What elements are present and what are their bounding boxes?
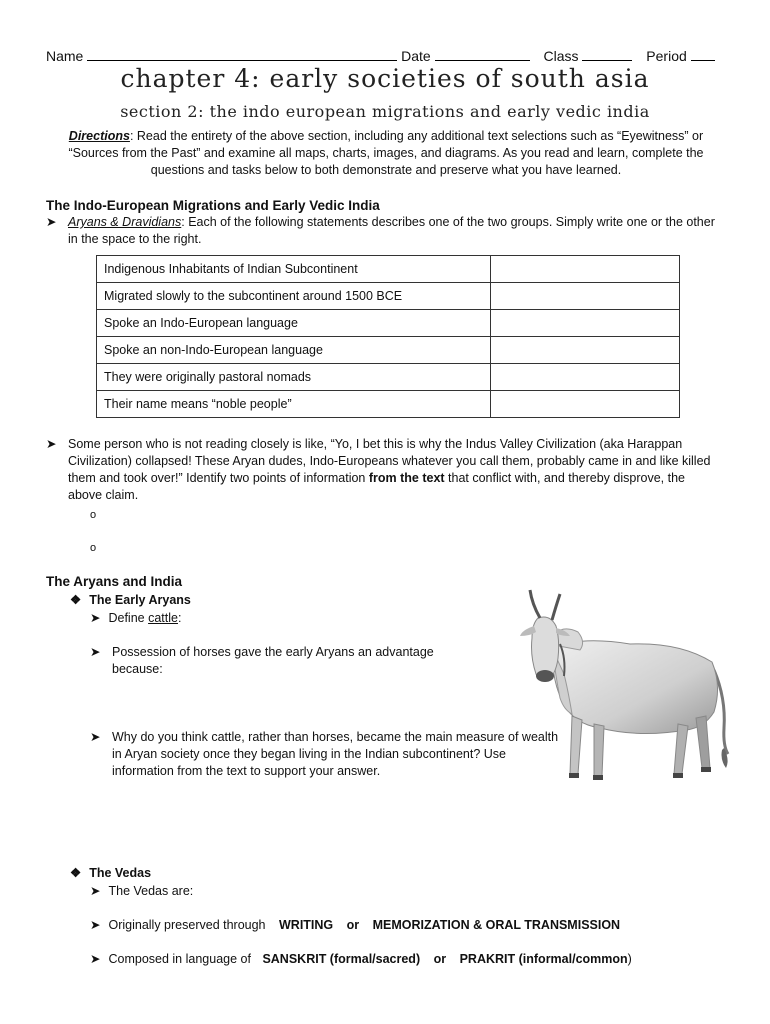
class-blank[interactable] bbox=[582, 47, 632, 61]
define-label: Define bbox=[108, 611, 149, 625]
date-blank[interactable] bbox=[435, 47, 530, 61]
statement-cell: Their name means “noble people” bbox=[97, 391, 491, 418]
arrow-bullet-icon: ➤ bbox=[90, 952, 101, 966]
diamond-bullet-icon: ❖ bbox=[70, 593, 82, 607]
diamond-bullet-icon: ❖ bbox=[70, 866, 82, 880]
bullet-claim bbox=[46, 436, 718, 506]
aryans-dravidians-table bbox=[96, 255, 680, 418]
claim-text-bold: from the text bbox=[368, 471, 445, 485]
claim-text-b: that conflict with, and thereby disprove, the above claim. bbox=[68, 471, 685, 502]
answer-bullet-circle: o bbox=[90, 509, 97, 521]
page-title: chapter 4: early societies of south asia bbox=[120, 64, 650, 93]
class-label: Class bbox=[543, 48, 579, 64]
period-label: Period bbox=[646, 48, 687, 64]
option-sanskrit[interactable]: SANSKRIT (formal/sacred) bbox=[262, 952, 421, 966]
arrow-bullet-icon: ➤ bbox=[46, 215, 57, 229]
student-info-header bbox=[46, 47, 726, 64]
subheading-vedas bbox=[70, 865, 151, 882]
directions bbox=[46, 128, 726, 179]
date-label: Date bbox=[401, 48, 431, 64]
arrow-bullet-icon: ➤ bbox=[90, 645, 101, 659]
define-colon: : bbox=[177, 611, 182, 625]
option-memorization[interactable]: MEMORIZATION & ORAL TRANSMISSION bbox=[372, 918, 621, 932]
answer-cell[interactable] bbox=[491, 283, 680, 310]
answer-cell[interactable] bbox=[491, 337, 680, 364]
composed-text: Composed in language of bbox=[108, 952, 251, 966]
table-row bbox=[97, 337, 680, 364]
name-label: Name bbox=[46, 48, 84, 64]
page-subtitle: section 2: the indo european migrations and early vedic india bbox=[120, 102, 650, 121]
define-cattle-item bbox=[90, 610, 181, 627]
preserved-text: Originally preserved through bbox=[108, 918, 266, 932]
arrow-bullet-icon: ➤ bbox=[90, 611, 101, 625]
answer-cell[interactable] bbox=[491, 310, 680, 337]
early-aryans-label: The Early Aryans bbox=[89, 593, 191, 607]
subheading-early-aryans bbox=[70, 592, 191, 609]
bullet-label: Aryans & Dravidians bbox=[68, 215, 182, 229]
preserved-item bbox=[90, 917, 620, 934]
arrow-bullet-icon: ➤ bbox=[90, 884, 101, 898]
table-row bbox=[97, 283, 680, 310]
directions-label: Directions bbox=[68, 129, 130, 143]
option-prakrit[interactable]: PRAKRIT (informal/common bbox=[459, 952, 628, 966]
vedas-are-item bbox=[90, 883, 193, 900]
claim-text-a: Some person who is not reading closely is like, “Yo, I bet this is why the Indus Valley Civilization (aka Harappan Civilization) collapsed! These Aryan dudes, Indo-Europeans whatever you call them, probably came in and like killed them and took over!” Identify two points of information bbox=[68, 437, 711, 485]
section-heading-aryans: The Aryans and India bbox=[46, 574, 183, 589]
table-row bbox=[97, 364, 680, 391]
or-label: or bbox=[433, 952, 447, 966]
table-row bbox=[97, 310, 680, 337]
bullet-text: : Each of the following statements describes one of the two groups. Simply write one or the other in the space to the right. bbox=[68, 215, 715, 246]
answer-cell[interactable] bbox=[491, 391, 680, 418]
section-heading-migrations: The Indo-European Migrations and Early Vedic India bbox=[46, 198, 380, 213]
statement-cell: They were originally pastoral nomads bbox=[97, 364, 491, 391]
vedas-are-text: The Vedas are: bbox=[108, 884, 194, 898]
answer-bullet-circle: o bbox=[90, 542, 97, 554]
define-term: cattle bbox=[148, 611, 178, 625]
statement-cell: Spoke an Indo-European language bbox=[97, 310, 491, 337]
period-blank[interactable] bbox=[691, 47, 715, 61]
bullet-aryans-dravidians bbox=[46, 214, 718, 250]
vedas-label: The Vedas bbox=[89, 866, 152, 880]
arrow-bullet-icon: ➤ bbox=[90, 730, 101, 744]
directions-text: : Read the entirety of the above section, including any additional text selections such as “Eyewitness” or “Sources from the Past” and examine all maps, charts, images, and diagrams. As you read and learn, complete the questions and tasks below to both demonstrate and preserve what you have learned. bbox=[68, 129, 704, 177]
answer-cell[interactable] bbox=[491, 256, 680, 283]
name-blank[interactable] bbox=[87, 47, 397, 61]
table-row bbox=[97, 256, 680, 283]
statement-cell: Indigenous Inhabitants of Indian Subcontinent bbox=[97, 256, 491, 283]
cow-image bbox=[490, 578, 740, 788]
answer-cell[interactable] bbox=[491, 364, 680, 391]
statement-cell: Migrated slowly to the subcontinent around 1500 BCE bbox=[97, 283, 491, 310]
horses-text: Possession of horses gave the early Aryans an advantage because: bbox=[112, 645, 434, 676]
arrow-bullet-icon: ➤ bbox=[90, 918, 101, 932]
arrow-bullet-icon: ➤ bbox=[46, 437, 57, 451]
or-label: or bbox=[346, 918, 360, 932]
horses-item bbox=[90, 644, 470, 680]
table-row bbox=[97, 391, 680, 418]
cattle-question-text: Why do you think cattle, rather than horses, became the main measure of wealth in Aryan society once they began living in the Indian subcontinent? Use information from the text to support your answer. bbox=[112, 730, 559, 778]
option-writing[interactable]: WRITING bbox=[279, 918, 334, 932]
close-paren: ) bbox=[627, 952, 632, 966]
composed-item bbox=[90, 951, 632, 968]
statement-cell: Spoke an non-Indo-European language bbox=[97, 337, 491, 364]
